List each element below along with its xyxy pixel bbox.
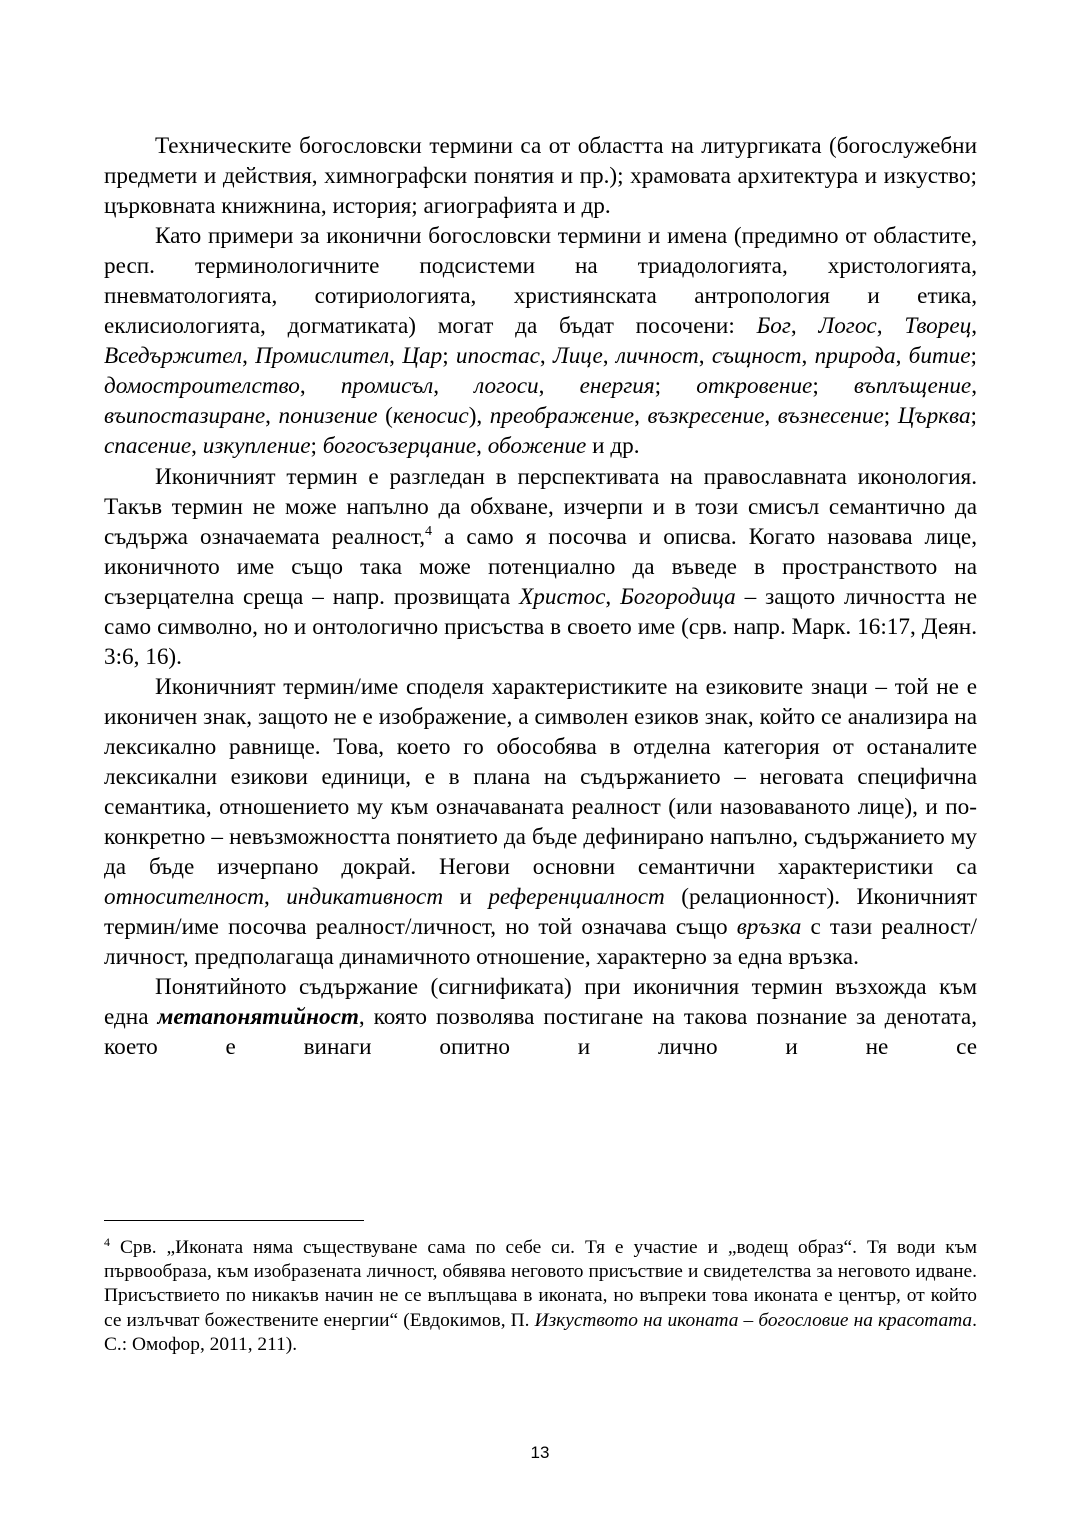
italic-term: същност bbox=[711, 343, 802, 370]
text-run: , bbox=[876, 313, 905, 340]
paragraph-technical-terms bbox=[104, 131, 977, 221]
footnote-4 bbox=[104, 1236, 977, 1357]
text-run: , bbox=[790, 313, 819, 340]
italic-term: Църква bbox=[897, 403, 971, 430]
text-run: , bbox=[191, 433, 203, 460]
text-run: , bbox=[698, 343, 712, 370]
text-run: и bbox=[443, 884, 489, 911]
text-run: Срв. „Иконата няма съществуване сама по себе си. Тя е участие и „водещ образ“. Тя води към първообраза, към изобразената личност, обявява неговото присъствие и свидетелства за неговото идване. Присъствието по никакъв начин не се въплъщава в иконата, но въпреки това иконата е център, от който се излъчват божествените енергии“ (Евдокимов, П. bbox=[104, 1237, 977, 1331]
text-run: , която позволява постигане на такова познание за денотата, което е винаги опитно и лично и не се bbox=[104, 1004, 978, 1061]
paragraph-examples bbox=[104, 221, 977, 461]
italic-term: възнесение bbox=[777, 403, 884, 430]
text-run: ; bbox=[442, 343, 456, 370]
italic-term: промисъл bbox=[340, 373, 434, 400]
text-run: Понятийното съдържание (сигнификата) при иконичния термин възхожда към една bbox=[104, 974, 977, 1031]
footnote-marker: 4 bbox=[425, 523, 433, 539]
italic-term: изкупление bbox=[202, 433, 311, 460]
text-run: а само я посочва и описва. Когато назовава лице, иконичното име също така може потенциално да въведе в пространството на съзерцателна среща – напр. прозвищата bbox=[104, 523, 978, 610]
italic-term: логоси bbox=[474, 373, 539, 400]
text-run: , bbox=[242, 343, 256, 370]
text-run: , bbox=[971, 313, 978, 340]
text-run: ( bbox=[377, 403, 393, 430]
italic-term: въипостазиране bbox=[104, 403, 266, 430]
text-run: , bbox=[801, 343, 815, 370]
italic-term: домостроителство bbox=[104, 373, 300, 400]
italic-term: откровение bbox=[696, 373, 813, 400]
italic-term: природа bbox=[814, 343, 896, 370]
text-run: ; bbox=[970, 343, 977, 370]
text-run: , bbox=[539, 343, 553, 370]
page-number: 13 bbox=[530, 1443, 550, 1462]
text-run: с тази реалност/личност, предполагаща динамичното отношение, характерно за една връзка. bbox=[104, 914, 977, 971]
text-run: , bbox=[264, 884, 287, 911]
bold-italic-term: метапонятийност bbox=[157, 1004, 359, 1031]
text-run: ; bbox=[883, 403, 898, 430]
text-run: ; bbox=[310, 433, 323, 460]
text-run: ; bbox=[812, 373, 854, 400]
italic-term: ипостас bbox=[455, 343, 540, 370]
text-run: и др. bbox=[586, 433, 640, 460]
italic-term: Промислител bbox=[255, 343, 390, 370]
text-run: Иконичният термин е разгледан в перспективата на православната иконология. Такъв термин не може напълно да обхване, изчерпи и в този смисъл семантично да съдържа означаемата реалност, bbox=[104, 463, 977, 550]
text-run: , bbox=[538, 373, 580, 400]
text-run: – защото личността не само символно, но и онтологично присъства в своето име (срв. напр. Марк. 16:17, Деян. 3:6, 16). bbox=[104, 583, 978, 670]
italic-term: въплъщение bbox=[853, 373, 972, 400]
text-run: Като примери за иконични богословски термини и имена (предимно от областите, респ. терминологичните подсистеми на триадологията, христологията, пневматологията, сотириологията, християнската антропология и етика, еклисиологията, догматиката) могат да бъдат посочени: bbox=[104, 223, 977, 340]
footnote-separator bbox=[104, 1220, 364, 1221]
text-run: , bbox=[433, 373, 475, 400]
italic-term: Христос bbox=[519, 583, 606, 610]
text-run: , bbox=[764, 403, 778, 430]
italic-term: относителност bbox=[104, 884, 265, 911]
italic-term: индикативност bbox=[286, 884, 444, 911]
italic-term: понизение bbox=[278, 403, 378, 430]
text-run: (релационност). Иконичният термин/име посочва реалност/личност, но той означава също bbox=[104, 884, 977, 941]
italic-term: възкресение bbox=[647, 403, 765, 430]
paragraph-metaconceptuality bbox=[104, 972, 977, 1062]
main-text bbox=[104, 131, 977, 1062]
italic-term: преображение bbox=[489, 403, 635, 430]
italic-term: Бог bbox=[756, 313, 791, 340]
text-run: , bbox=[971, 373, 978, 400]
italic-term: Логос bbox=[818, 313, 877, 340]
text-run: , bbox=[602, 343, 616, 370]
text-run: ), bbox=[468, 403, 490, 430]
text-run: , bbox=[605, 583, 621, 610]
footnote-marker: 4 bbox=[104, 1235, 110, 1249]
text-run: , bbox=[389, 343, 403, 370]
italic-term: Богородица bbox=[620, 583, 736, 610]
italic-term: Лице bbox=[553, 343, 603, 370]
italic-term: връзка bbox=[736, 914, 802, 941]
text-run: , bbox=[634, 403, 648, 430]
paragraph-characteristics bbox=[104, 672, 977, 972]
text-run: , bbox=[476, 433, 488, 460]
italic-term: богосъзерцание bbox=[322, 433, 477, 460]
text-run: . С.: Омофор, 2011, 211). bbox=[104, 1309, 977, 1355]
italic-term: Вседържител bbox=[104, 343, 243, 370]
italic-term: енергия bbox=[579, 373, 655, 400]
text-run: ; bbox=[654, 373, 697, 400]
italic-term: Изкуството на иконата – богословие на красотата bbox=[534, 1309, 973, 1331]
text-run: ; bbox=[970, 403, 977, 430]
text-run: , bbox=[895, 343, 909, 370]
italic-term: битие bbox=[908, 343, 971, 370]
text-run: Иконичният термин/име споделя характеристиките на езиковите знаци – той не е иконичен знак, защото не е изображение, а символен езиков знак, който се анализира на лексикално равнище. Това, което го обособява в отделна категория от останалите лексикални езикови единици, е в плана на съдържанието – неговата специфична семантика, отношението му към означаваната реалност (или назоваваното лице), и по-конкретно – невъзможността понятието да бъде дефинирано напълно, съдържанието му да бъде изчерпано докрай. Негови основни семантични характеристики са bbox=[104, 673, 977, 881]
paragraph-iconology bbox=[104, 462, 977, 672]
text-run: , bbox=[265, 403, 279, 430]
italic-term: Цар bbox=[402, 343, 443, 370]
italic-term: спасение bbox=[104, 433, 192, 460]
italic-term: референциалност bbox=[488, 884, 665, 911]
italic-term: обожение bbox=[487, 433, 587, 460]
text-run: , bbox=[299, 373, 341, 400]
italic-term: личност bbox=[615, 343, 699, 370]
italic-term: Творец bbox=[904, 313, 972, 340]
italic-term: кеносис bbox=[392, 403, 469, 430]
text-run: Техническите богословски термини са от областта на литургиката (богослужебни предмети и действия, химнографски понятия и пр.); храмовата архитектура и изкуство; църковната книжнина, история; агиографията и др. bbox=[104, 133, 977, 220]
